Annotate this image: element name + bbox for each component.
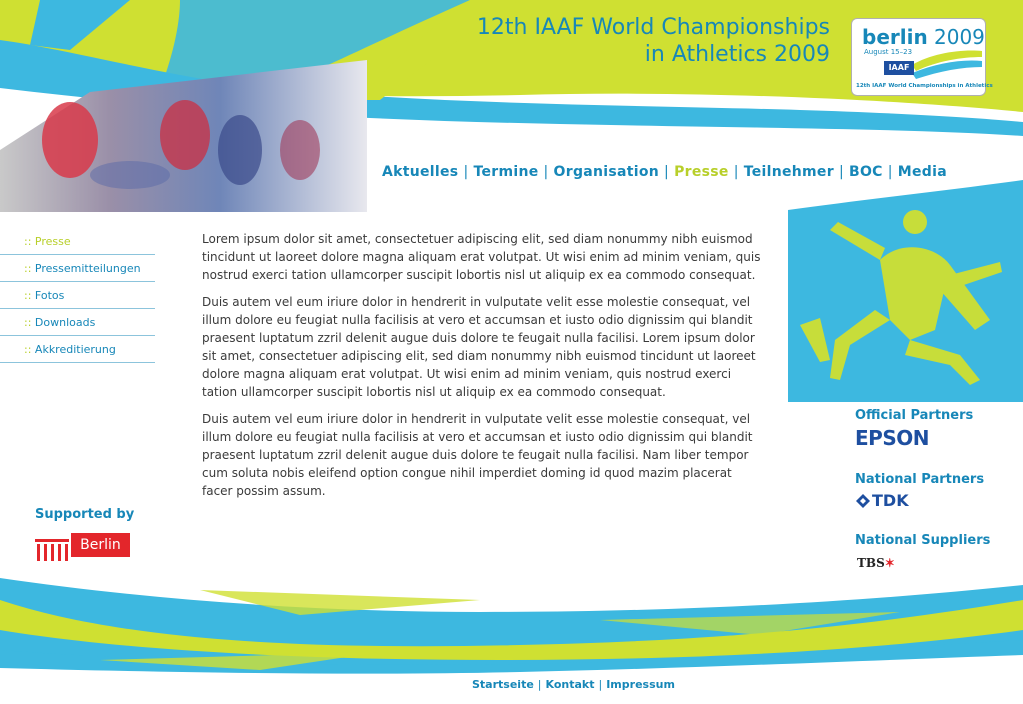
national-partners-heading: National Partners xyxy=(855,472,985,487)
nav-separator: | xyxy=(838,164,844,180)
footer-separator: | xyxy=(598,678,603,691)
berlin-logo-text: Berlin xyxy=(71,533,130,557)
sidebar-navigation xyxy=(0,228,155,363)
tdk-emblem-icon xyxy=(855,493,871,509)
sidebar-item-label: Akkreditierung xyxy=(34,343,116,356)
nav-item-media[interactable]: Media xyxy=(897,164,947,180)
footer-links xyxy=(472,678,675,691)
logo-swoosh-icon xyxy=(852,45,985,85)
sidebar-item-label: Pressemitteilungen xyxy=(34,262,141,275)
nav-separator: | xyxy=(463,164,469,180)
tbs-logo[interactable] xyxy=(857,556,895,570)
footer-link-kontakt[interactable]: Kontakt xyxy=(545,678,595,691)
page-title-line1: 12th IAAF World Championships xyxy=(476,15,830,40)
supported-by-heading: Supported by xyxy=(35,507,135,522)
national-suppliers-heading: National Suppliers xyxy=(855,533,991,548)
sidebar-item-prefix: :: xyxy=(24,316,32,329)
main-navigation xyxy=(382,164,947,180)
nav-separator: | xyxy=(543,164,549,180)
sidebar-item-pressemitteilungen[interactable] xyxy=(0,255,155,282)
footer-separator: | xyxy=(537,678,542,691)
sidebar-item-label: Fotos xyxy=(34,289,65,302)
sidebar-item-prefix: :: xyxy=(24,343,32,356)
sidebar-item-label: Presse xyxy=(34,235,71,248)
content-paragraph: Lorem ipsum dolor sit amet, consectetuer adipiscing elit, sed diam nonummy nibh euismod tincidunt ut laoreet dolore magna aliquam erat volutpat. Ut wisi enim ad minim veniam, quis nostrud exerci tation ullamcorper suscipit lobortis nisl ut aliquip ex ea commodo consequat. xyxy=(202,232,761,282)
logo-dates: August 15–23 xyxy=(864,48,913,56)
iaaf-badge: IAAF xyxy=(884,61,914,75)
berlin-logo[interactable] xyxy=(35,531,130,561)
sidebar-item-prefix: :: xyxy=(24,235,32,248)
nav-item-teilnehmer[interactable]: Teilnehmer xyxy=(743,164,834,180)
sidebar-item-fotos[interactable] xyxy=(0,282,155,309)
epson-logo[interactable]: EPSON xyxy=(855,426,929,450)
tbs-logo-text: TBS xyxy=(857,556,885,570)
nav-item-boc[interactable]: BOC xyxy=(848,164,883,180)
sidebar-item-downloads[interactable] xyxy=(0,309,155,336)
tbs-star-icon: ✶ xyxy=(884,556,895,570)
content-paragraph: Duis autem vel eum iriure dolor in hendrerit in vulputate velit esse molestie consequat, vel illum dolore eu feugiat nulla facilisis at vero et accumsan et iusto odio dignissim qui blandit praesent luptatum zzril delenit augue duis dolore te feugait nulla facilisi. Lorem ipsum dolor sit amet, consectetuer adipiscing elit, sed diam nonummy nibh euismod tincidunt ut laoreet dolore magna aliquam erat volutpat. Ut wisi enim ad minim veniam, quis nostrud exerci tation ullamcorper suscipit lobortis nisl ut aliquip ex ea commodo consequat. xyxy=(202,295,756,399)
nav-item-termine[interactable]: Termine xyxy=(473,164,539,180)
official-partners-heading: Official Partners xyxy=(855,408,974,423)
sidebar-item-presse[interactable] xyxy=(0,228,155,255)
logo-year: 2009 xyxy=(934,25,985,49)
main-content xyxy=(202,230,762,509)
footer-link-startseite[interactable]: Startseite xyxy=(472,678,534,691)
berlin-2009-logo[interactable] xyxy=(851,18,993,96)
nav-item-organisation[interactable]: Organisation xyxy=(553,164,660,180)
tdk-logo-text: TDK xyxy=(872,491,909,510)
sidebar-item-akkreditierung[interactable] xyxy=(0,336,155,363)
nav-item-presse[interactable]: Presse xyxy=(674,164,729,180)
nav-separator: | xyxy=(887,164,893,180)
logo-city: berlin xyxy=(862,25,928,49)
sidebar-item-prefix: :: xyxy=(24,289,32,302)
sidebar-item-prefix: :: xyxy=(24,262,32,275)
sidebar-item-label: Downloads xyxy=(34,316,96,329)
footer-link-impressum[interactable]: Impressum xyxy=(606,678,675,691)
tdk-logo[interactable] xyxy=(855,491,935,511)
content-paragraph: Duis autem vel eum iriure dolor in hendrerit in vulputate velit esse molestie consequat, vel illum dolore eu feugiat nulla facilisis at vero et accumsan et iusto odio dignissim qui blandit praesent luptatum zzril delenit augue duis dolore te feugait nulla facilisi. Nam liber tempor cum soluta nobis eleifend option congue nihil imperdiet doming id quod mazim placerat facer possim assum. xyxy=(202,412,753,498)
nav-separator: | xyxy=(664,164,670,180)
nav-item-aktuelles[interactable]: Aktuelles xyxy=(382,164,459,180)
page-title-line2: in Athletics 2009 xyxy=(644,42,830,67)
brandenburg-gate-icon xyxy=(35,535,69,561)
nav-separator: | xyxy=(733,164,739,180)
logo-caption: 12th IAAF World Championships in Athletics xyxy=(856,83,993,89)
